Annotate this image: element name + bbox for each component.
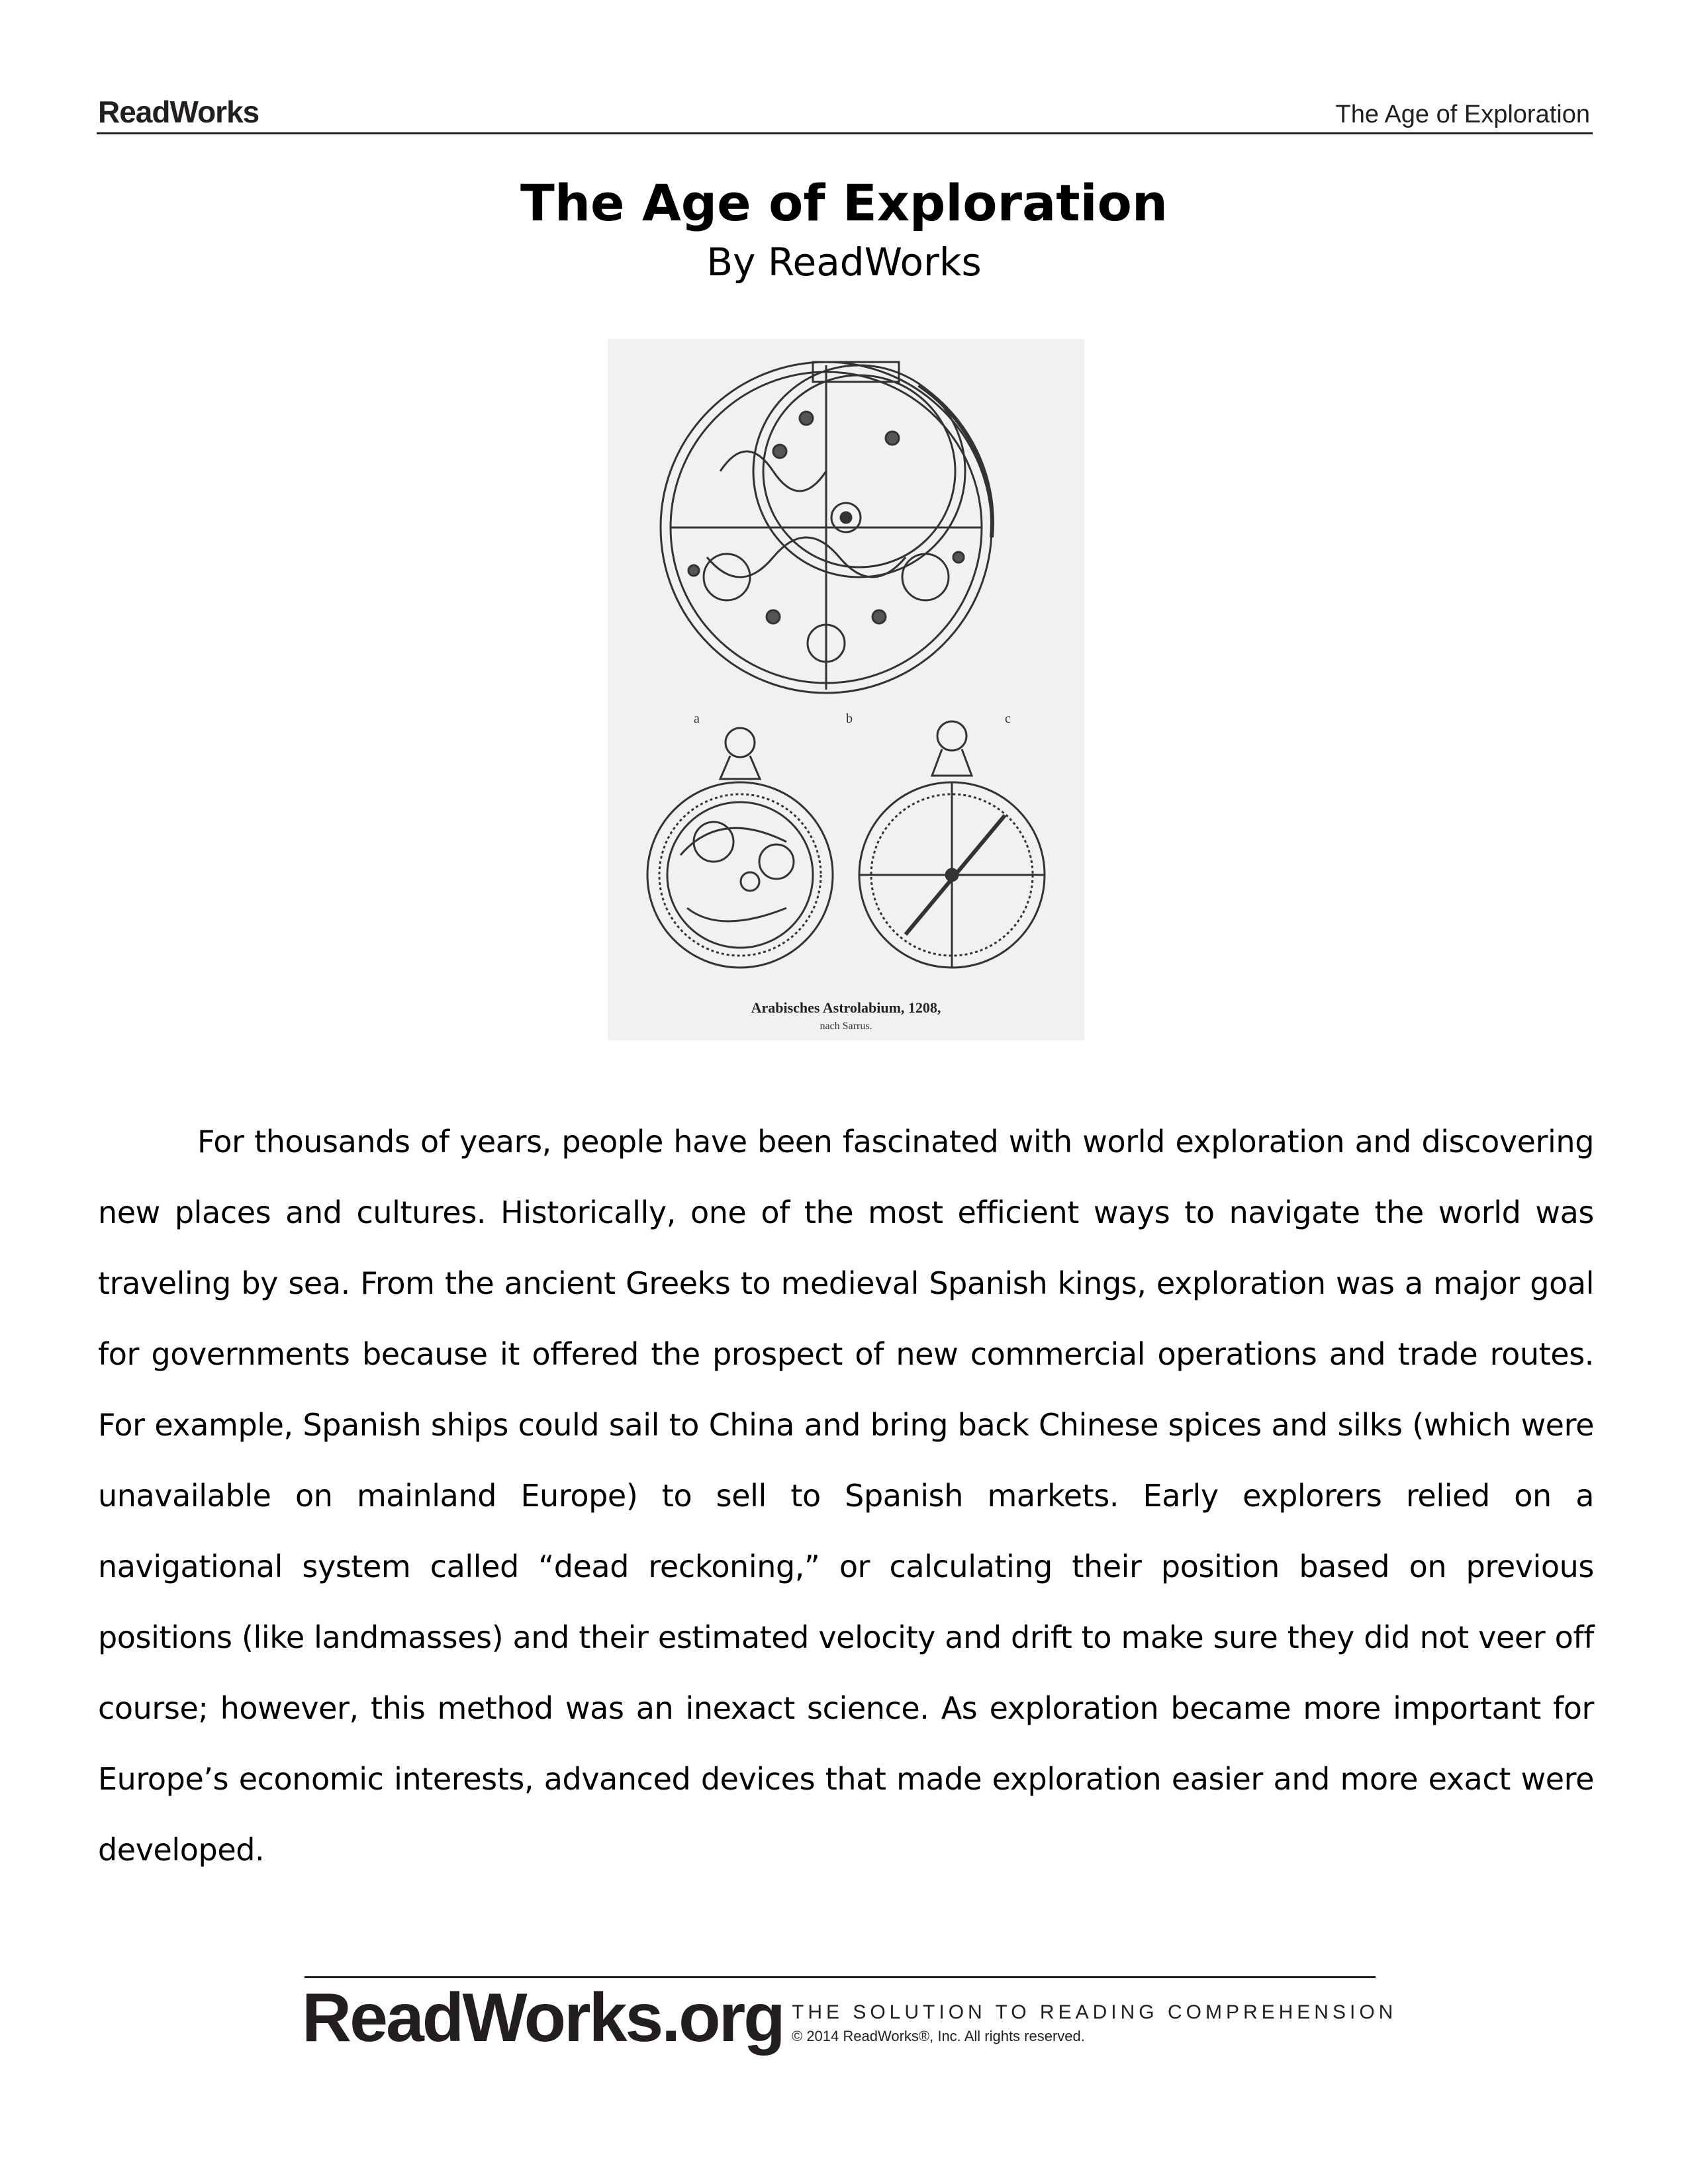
figure-subcaption: nach Sarrus. (820, 1021, 872, 1032)
footer-divider (305, 1976, 1376, 1978)
astrolabe-illustration (608, 339, 1084, 1040)
footer-copyright: © 2014 ReadWorks®, Inc. All rights reserved. (792, 2028, 1085, 2044)
small-astrolabe-left (647, 728, 833, 968)
header-logo: ReadWorks (98, 95, 259, 129)
figure-label-a: a (694, 711, 700, 726)
figure-caption: Arabisches Astrolabium, 1208, (751, 999, 941, 1016)
header-title: The Age of Exploration (1335, 101, 1590, 128)
large-astrolabe (661, 362, 992, 693)
body-paragraph: For thousands of years, people have been fascinated with world exploration and discovering new places and cultures. Historically, one of the most efficient ways to navigate the world was traveling by sea. From the ancient Greeks to medieval Spanish kings, exploration was a major goal for governments because it offered the prospect of new commercial operations and trade routes. For example, Spanish ships could sail to China and bring back Chinese spices and silks (which were unavailable on mainland Europe) to sell to Spanish markets. Early explorers relied on a navigational system called “dead reckoning,” or calculating their position based on previous positions (like landmasses) and their estimated velocity and drift to make sure they did not veer off course; however, this method was an inexact science. As exploration became more important for Europe’s economic interests, advanced devices that made exploration easier and more exact were developed. (98, 1124, 1594, 1868)
footer-logo: ReadWorks.org (302, 1979, 784, 2056)
small-astrolabe-right (859, 721, 1045, 968)
header-divider (97, 132, 1593, 134)
figure-label-c: c (1005, 711, 1011, 726)
page-title: The Age of Exploration (520, 173, 1168, 232)
figure-label-b: b (846, 711, 853, 726)
astrolabe-drawing (608, 339, 1084, 1040)
byline: By ReadWorks (706, 240, 982, 285)
footer-tagline: THE SOLUTION TO READING COMPREHENSION (792, 2001, 1397, 2023)
